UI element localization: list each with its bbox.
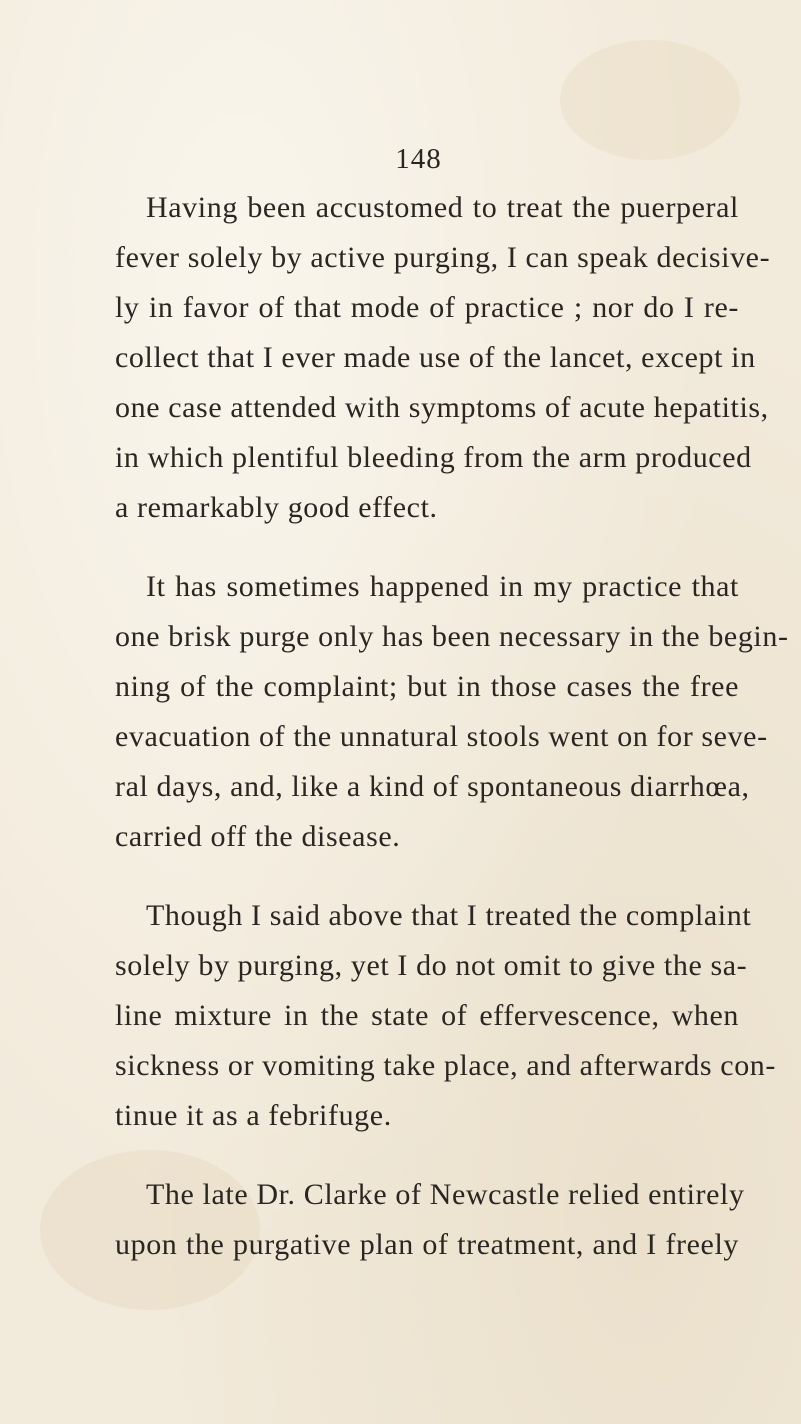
text-line: tinue it as a febrifuge. xyxy=(115,1099,392,1132)
text-line: The late Dr. Clarke of Newcastle relied entirely xyxy=(146,1178,745,1211)
text-line: one case attended with symptoms of acute hepatitis, xyxy=(115,391,769,424)
text-line: ral days, and, like a kind of spontaneous diarrhœa, xyxy=(115,770,750,803)
text-line: ly in favor of that mode of practice ; nor do I re- xyxy=(115,291,739,324)
text-line: line mixture in the state of effervescence, when xyxy=(115,999,739,1032)
text-line: Though I said above that I treated the complaint xyxy=(146,899,752,932)
text-line: It has sometimes happened in my practice that xyxy=(146,570,739,603)
text-line: collect that I ever made use of the lancet, except in xyxy=(115,341,756,374)
text-line: a remarkably good effect. xyxy=(115,491,438,524)
text-line: one brisk purge only has been necessary in the begin- xyxy=(115,620,789,653)
text-line: carried off the disease. xyxy=(115,820,401,853)
text-line: evacuation of the unnatural stools went on for seve- xyxy=(115,720,768,753)
paper-stain xyxy=(560,40,740,160)
text-line: upon the purgative plan of treatment, and I freely xyxy=(115,1228,739,1261)
text-line: sickness or vomiting take place, and afterwards con- xyxy=(115,1049,776,1082)
text-line: in which plentiful bleeding from the arm produced xyxy=(115,441,752,474)
text-line: ning of the complaint; but in those cases the free xyxy=(115,670,739,703)
text-line: Having been accustomed to treat the puerperal xyxy=(146,191,739,224)
text-line: solely by purging, yet I do not omit to give the sa- xyxy=(115,949,748,982)
page-number: 148 xyxy=(395,143,442,175)
text-line: fever solely by active purging, I can speak decisive- xyxy=(115,241,771,274)
